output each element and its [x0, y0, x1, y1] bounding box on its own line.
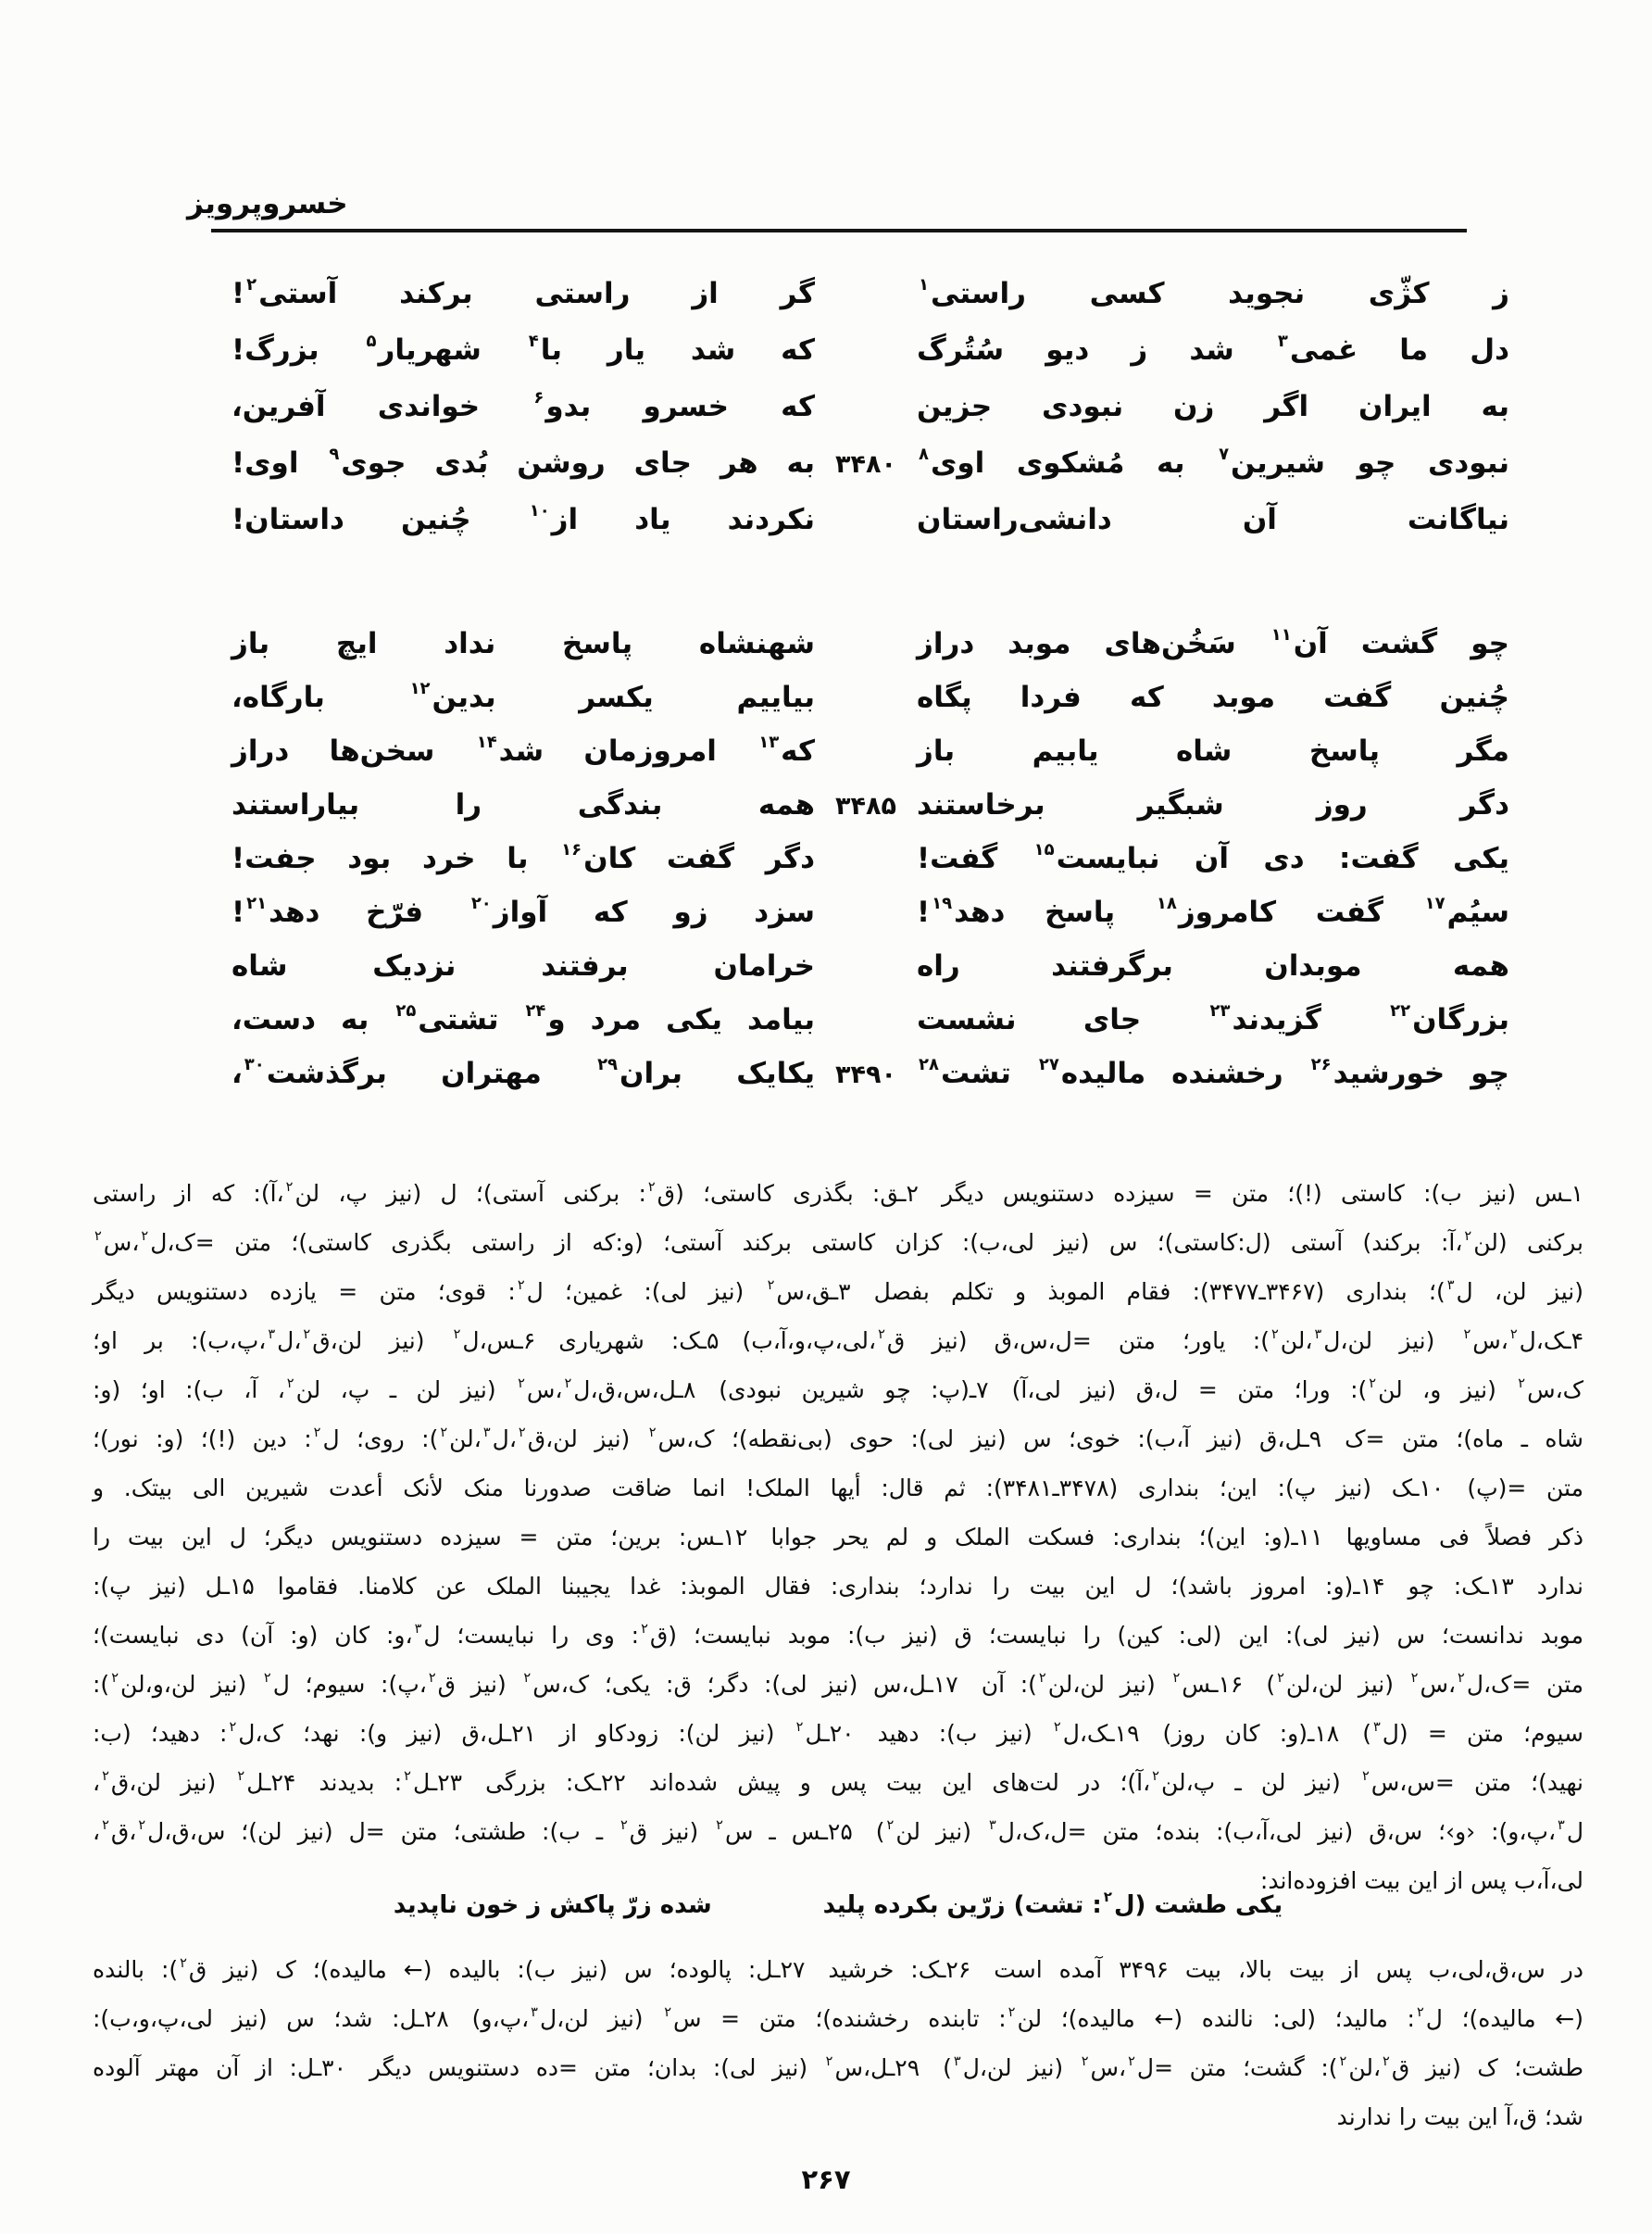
footnote-marker: ۲	[1464, 1228, 1472, 1244]
apparatus-line: شاه ـ ماه)؛ متن =ک ۹ـل،ق (نیز آ،ب): خوی؛ س (نیز لی): حوی (بی‌نقطه)؛ ک،س$^۲$ (نیز لن،ق$^۲$،ل$^۳$،لن$^۲$): روی؛ ل$^۲$: دین (!)؛ (و: نور)؛	[93, 1424, 1584, 1452]
footnote-marker: ۲	[303, 1326, 311, 1342]
footnote-marker: ۲	[641, 1621, 648, 1637]
apparatus-line: ک،س$^۲$ (نیز و، لن$^۲$): ورا؛ متن = ل،ق (نیز لی،آ) ۷ـ(پ: چو شیرین نبودی) ۸ـل،س،ق،ل$^۲$،س$^۲$ (نیز لن ـ پ، لن$^۲$، آ، ب): او؛ (و:	[93, 1375, 1584, 1403]
footnote-marker: ۴	[528, 331, 539, 351]
footnote-marker: ۲	[518, 1375, 525, 1391]
footnote-marker: ۲	[111, 1670, 119, 1686]
hemistich-1: همه موبدان برگرفتند راه	[917, 949, 1509, 983]
apparatus-line: (نیز لن، ل$^۳$)؛ بنداری (۳۴۶۷ـ۳۴۷۷): فقام الموبذ و تکلم بفصل ۳ـق،س$^۲$ (نیز لی): غمین؛ ل$^۲$: قوی؛ متن = یازده دستنویس دیگر	[93, 1277, 1583, 1305]
footnote-marker: ۲۳	[1209, 1000, 1231, 1021]
footnote-marker: ۱۰	[529, 500, 550, 521]
footnote-marker: ۲	[180, 1955, 187, 1971]
footnote-marker: ۲	[523, 1670, 532, 1686]
footnote-marker: ۲	[141, 1228, 149, 1244]
footnote-marker: ۲	[1509, 1326, 1518, 1342]
hemistich-1: چُنین گفت موبد که فردا پگاه	[917, 681, 1509, 714]
hemistich-1: دگر روز شبگیر برخاستند	[917, 788, 1509, 822]
apparatus-line: (← مالیده)؛ ل$^۲$: مالید؛ (لی: نالنده (← مالیده)؛ لن$^۲$: تابنده رخشنده)؛ متن = س$^۲$ (نیز لن،ل$^۳$،پ،و) ۲۸ـل: شد؛ س (نیز لی،پ،و،ب):	[93, 2004, 1584, 2032]
hemistich-2: سزد زو که آواز$^{۲۰}$ فرّخ دهد$^{۲۱}$!	[232, 893, 815, 929]
verse-row	[232, 276, 1509, 333]
apparatus-line: ذکر فصلاً فی مساویها ۱۱ـ(و: این)؛ بنداری: فسکت الملک و لم یحر جوابا ۱۲ـس: برین؛ متن = سیزده دستنویس دیگر؛ ل این بیت را	[93, 1524, 1583, 1550]
footnote-marker: ۱	[919, 274, 929, 295]
hemistich-1: یکی گفت: دی آن نبایست$^{۱۵}$ گفت!	[917, 839, 1509, 875]
verse-number: ۳۴۸۰	[835, 450, 896, 479]
footnote-marker: ۱۲	[409, 678, 431, 698]
footnote-marker: ۲	[1128, 2053, 1135, 2069]
apparatus-line: ندارد ۱۳ـک: چو ۱۴ـ(و: امروز باشد)؛ ل این بیت را ندارد؛ بنداری: فقال الموبذ: غدا یجیبنا الملک عن کلامنا. فقاموا ۱۵ـل (نیز پ):	[93, 1573, 1583, 1600]
hemistich-1: بزرگان$^{۲۲}$ گزیدند$^{۲۳}$ جای نشست	[917, 1000, 1509, 1036]
footnote-marker: ۲۸	[919, 1054, 939, 1074]
footnote-marker: ۲۱	[246, 893, 268, 913]
footnote-marker: ۳	[953, 2053, 961, 2069]
footnote-marker: ۵	[366, 331, 377, 351]
verse-row	[232, 446, 1509, 502]
inserted-hemistich-2: شده زرّ پاکش ز خون ناپدید	[393, 1891, 712, 1919]
verse-row	[232, 626, 1509, 680]
footnote-marker: ۲	[263, 1670, 271, 1686]
footnote-marker: ۲	[1103, 1889, 1112, 1906]
hemistich-2: که شد یار با$^۴$ شهریار$^۵$ بزرگ!	[232, 331, 815, 367]
hemistich-2: نکردند یاد از$^{۱۰}$ چُنین داستان!	[232, 500, 816, 536]
footnote-marker: ۲	[440, 1424, 448, 1440]
footnote-marker: ۲۶	[1310, 1054, 1332, 1074]
verse-group-2	[232, 626, 1509, 1110]
footnote-marker: ۲	[453, 1326, 461, 1342]
footnote-marker: ۳	[268, 1326, 276, 1342]
footnote-marker: ۹	[329, 444, 340, 464]
footnote-marker: ۲	[648, 1424, 657, 1440]
footnote-marker: ۱۹	[932, 893, 953, 913]
verse-row	[232, 333, 1509, 389]
verse-row	[232, 389, 1509, 446]
footnote-marker: ۲	[1277, 1670, 1284, 1686]
footnote-marker: ۲	[1369, 1375, 1377, 1391]
inserted-verse	[93, 1891, 1583, 1919]
footnote-marker: ۲	[428, 1670, 436, 1686]
critical-apparatus-continued	[93, 1945, 1583, 2141]
footnote-marker: ۸	[919, 444, 929, 464]
footnote-marker: ۲۰	[470, 893, 492, 913]
hemistich-1: دل ما غمی$^۳$ شد ز دیو سُتُرگ	[917, 331, 1509, 367]
footnote-marker: ۲	[1339, 2053, 1347, 2069]
footnote-marker: ۲	[1038, 1670, 1046, 1686]
verse-row	[232, 734, 1509, 787]
footnote-marker: ۲	[285, 1179, 294, 1195]
verse-row	[232, 1002, 1509, 1056]
hemistich-1: سیُم$^{۱۷}$ گفت کامروز$^{۱۸}$ پاسخ دهد$^{۱۹}$!	[917, 893, 1509, 929]
verse-row	[232, 680, 1509, 734]
footnote-marker: ۲	[138, 1817, 146, 1833]
footnote-marker: ۲	[237, 1768, 245, 1784]
hemistich-2: که$^{۱۳}$ امروزمان شد$^{۱۴}$ سخن‌ها دراز	[232, 732, 815, 768]
footnote-marker: ۲	[246, 274, 257, 295]
footnote-marker: ۲	[716, 1817, 723, 1833]
apparatus-line: ۴ـک،ل$^۲$،س$^۲$ (نیز لن،ل$^۳$،لن$^۲$): یاور؛ متن =ل،س،ق (نیز ق$^۲$،لی،پ،و،آ،ب) ۵ـک: شهریاری ۶ـس،ل$^۲$ (نیز لن،ق$^۲$،ل$^۳$،پ،ب): بر او؛	[93, 1326, 1584, 1354]
footnote-marker: ۲	[795, 1719, 804, 1735]
apparatus-line: سیوم؛ متن = (ل$^۳$) ۱۸ـ(و: کان روز) ۱۹ـک،ل$^۲$ (نیز ب): دهید ۲۰ـل$^۲$ (نیز لن): زودکاو از ۲۱ـل،ق (نیز و): نهد؛ ک،ل$^۲$: دهید؛ (ب:	[93, 1719, 1583, 1747]
footnote-marker: ۱۵	[1033, 839, 1055, 860]
footnote-marker: ۳	[1558, 1817, 1565, 1833]
footnote-marker: ۲	[1172, 1670, 1181, 1686]
hemistich-1: نیاگانت آن دانشی‌راستان	[917, 503, 1509, 536]
apparatus-line: لی،آ،ب پس از این بیت افزوده‌اند:	[1259, 1867, 1583, 1894]
footnote-marker: ۱۷	[1424, 893, 1446, 913]
hemistich-2: دگر گفت کان$^{۱۶}$ با خرد بود جفت!	[232, 839, 815, 875]
apparatus-line: شد؛ ق،آ این بیت را ندارند	[1336, 2103, 1583, 2130]
hemistich-1: چو خورشید$^{۲۶}$ رخشنده مالیده$^{۲۷}$ تشت$^{۲۸}$	[919, 1054, 1509, 1090]
apparatus-line: متن =(پ) ۱۰ـک (نیز پ): این؛ بنداری (۳۴۷۸ـ۳۴۸۱): ثم قال: أیها الملک! انما ضاقت صدورنا منک لأنک أعدت شیرین الی بیتک. و	[93, 1475, 1583, 1501]
hemistich-1: ز کژّی نجوید کسی راستی$^۱$	[919, 274, 1509, 310]
critical-apparatus	[93, 1169, 1583, 1905]
footnote-marker: ۲	[229, 1719, 237, 1735]
apparatus-line: در س،ق،لی،ب پس از بیت بالا، بیت ۳۴۹۶ آمده است ۲۶ـک: خرشید ۲۷ـل: پالوده؛ س (نیز ب): بالیده (← مالیده)؛ ک (نیز ق$^۲$): بالنده	[93, 1955, 1583, 1983]
verse-row	[232, 841, 1509, 895]
hemistich-2: خرامان برفتند نزدیک شاه	[232, 949, 815, 983]
footnote-marker: ۲	[1081, 2053, 1089, 2069]
footnote-marker: ۲	[647, 1179, 656, 1195]
apparatus-line: طشت؛ ک (نیز ق$^۲$،لن$^۲$): گشت؛ متن =ل$^۲$،س$^۲$ (نیز لن،ل$^۳$) ۲۹ـل،س$^۲$ (نیز لی): بدان؛ متن =ده دستنویس دیگر ۳۰ـل: از آن مهتر آلوده	[93, 2053, 1584, 2081]
footnote-marker: ۳	[482, 1424, 491, 1440]
footnote-marker: ۲	[1458, 1670, 1465, 1686]
apparatus-line: نهید)؛ متن =س،س$^۲$ (نیز لن ـ پ،لن$^۲$،آ)؛ در لت‌های این بیت پس و پیش شده‌اند ۲۲ـک: بزرگی ۲۳ـل$^۲$: بدیدند ۲۴ـل$^۲$ (نیز لن،ق$^۲$،	[93, 1768, 1583, 1796]
footnote-marker: ۲	[1007, 2004, 1016, 2020]
hemistich-2: که خسرو بدو$^۶$ خواندی آفرین،	[232, 387, 816, 423]
verse-row	[232, 895, 1509, 948]
verse-row	[232, 502, 1509, 558]
footnote-marker: ۳	[414, 1621, 422, 1637]
inserted-hemistich-1: یکی طشت (ل$^۲$: تشت) زرّین بکرده پلید	[822, 1889, 1283, 1919]
footnote-marker: ۲	[1410, 1670, 1419, 1686]
hemistich-2: همه بندگی را بیاراستند	[232, 788, 815, 822]
verse-number: ۳۴۹۰	[835, 1061, 896, 1089]
verse-number: ۳۴۸۵	[835, 792, 896, 821]
footnote-marker: ۲	[564, 1375, 572, 1391]
footnote-marker: ۱۸	[1156, 893, 1177, 913]
footnote-marker: ۲	[767, 1277, 775, 1293]
footnote-marker: ۲	[102, 1817, 109, 1833]
footnote-marker: ۲	[825, 2053, 833, 2069]
footnote-marker: ۲	[1152, 1768, 1159, 1784]
hemistich-1: چو گشت آن$^{۱۱}$ سَخُن‌های موبد دراز	[917, 624, 1509, 660]
footnote-marker: ۳	[988, 1817, 996, 1833]
page-number: ۲۶۷	[801, 2164, 851, 2195]
footnote-marker: ۲	[1361, 1768, 1370, 1784]
hemistich-2: شهنشاه پاسخ نداد ایچ باز	[232, 627, 815, 660]
running-head: خسروپرویز	[187, 187, 348, 220]
verse-row	[232, 948, 1509, 1002]
footnote-marker: ۲	[1383, 2053, 1390, 2069]
footnote-marker: ۳۰	[244, 1054, 265, 1074]
footnote-marker: ۲	[286, 1375, 294, 1391]
footnote-marker: ۳	[1314, 1326, 1322, 1342]
hemistich-1: مگر پاسخ شاه یابیم باز	[917, 734, 1509, 768]
footnote-marker: ۲	[1270, 1326, 1279, 1342]
footnote-marker: ۲	[1518, 1375, 1526, 1391]
hemistich-2: یکایک بران$^{۲۹}$ مهتران برگذشت$^{۳۰}$،	[232, 1054, 815, 1090]
footnote-marker: ۲	[404, 1768, 411, 1784]
footnote-marker: ۲	[620, 1817, 628, 1833]
footnote-marker: ۱۶	[561, 839, 582, 860]
footnote-marker: ۳	[1277, 331, 1288, 351]
apparatus-line: ۱ـس (نیز ب): کاستی (!)؛ متن = سیزده دستنویس دیگر ۲ـق: بگذری کاستی؛ (ق$^۲$: برکنی آستی)؛ ل (نیز پ، لن$^۲$،آ): که از راستی	[93, 1179, 1583, 1207]
footnote-marker: ۲	[664, 2004, 671, 2020]
verse-row	[232, 787, 1509, 841]
verse-row	[232, 1056, 1509, 1110]
footnote-marker: ۲۴	[525, 1000, 546, 1021]
hemistich-2: بیاییم یکسر بدین$^{۱۲}$ بارگاه،	[232, 678, 815, 714]
apparatus-line: موبد ندانست؛ س (نیز لی): این (لی: کین) را نبایست؛ ق (نیز ب): موبد نبایست؛ (ق$^۲$: وی را نبایست؛ ل$^۳$،و: کان (و: آن) دی نبایست)؛	[93, 1621, 1583, 1649]
hemistich-2: گر از راستی برکند آستی$^۲$!	[232, 274, 815, 310]
footnote-marker: ۲	[1053, 1719, 1061, 1735]
footnote-marker: ۲	[517, 1277, 525, 1293]
footnote-marker: ۲	[878, 1326, 885, 1342]
footnote-marker: ۱۳	[758, 732, 780, 752]
footnote-marker: ۲۵	[395, 1000, 417, 1021]
footnote-marker: ۷	[1219, 444, 1230, 464]
footnote-marker: ۲	[886, 1817, 895, 1833]
apparatus-line: متن =ک،ل$^۲$،س$^۲$ (نیز لن،لن$^۲$) ۱۶ـس$^۲$ (نیز لن،لن$^۲$): آن ۱۷ـل،س (نیز لی): دگر؛ ق: یکی؛ ک،س$^۲$ (نیز ق$^۲$،پ): سیوم؛ ل$^۲$ (نیز لن،و،لن$^۲$):	[93, 1670, 1584, 1698]
hemistich-1: به ایران اگر زن نبودی جزین	[917, 390, 1509, 423]
footnote-marker: ۲	[518, 1424, 526, 1440]
apparatus-line: برکنی (لن$^۲$،آ: برکند) آستی (ل:کاستی)؛ س (نیز لی،ب): کزان کاستی برکند آستی؛ (و:که از راستی بگذری کاستی)؛ متن =ک،ل$^۲$،س$^۲$	[94, 1228, 1583, 1256]
footnote-marker: ۳	[1446, 1277, 1455, 1293]
footnote-marker: ۲	[313, 1424, 321, 1440]
hemistich-2: به هر جای روشن بُدی جوی$^۹$ اوی!	[232, 444, 815, 480]
header-rule	[211, 229, 1467, 232]
footnote-marker: ۲	[1416, 2004, 1424, 2020]
apparatus-line: ل$^۳$،پ،و): ‹و›؛ س،ق (نیز لی،آ،ب): بنده؛ متن =ل،ک،ل$^۳$ (نیز لن$^۲$) ۲۵ـس ـ س$^۲$ (نیز ق$^۲$ ـ ب): طشتی؛ متن =ل (نیز لن)؛ س،ق،ل$^۲$،ق$^۲$،	[93, 1817, 1583, 1845]
footnote-marker: ۲	[102, 1768, 109, 1784]
footnote-marker: ۱۱	[1270, 624, 1292, 645]
hemistich-1: نبودی چو شیرین$^۷$ به مُشکوی اوی$^۸$	[919, 444, 1509, 480]
hemistich-2: بیامد یکی مرد و$^{۲۴}$ تشتی$^{۲۵}$ به دست،	[232, 1000, 816, 1036]
footnote-marker: ۱۴	[476, 732, 497, 752]
verse-group-1	[232, 276, 1509, 558]
footnote-marker: ۲	[1463, 1326, 1471, 1342]
footnote-marker: ۳	[1372, 1719, 1381, 1735]
footnote-marker: ۶	[533, 387, 544, 408]
footnote-marker: ۲۹	[597, 1054, 619, 1074]
footnote-marker: ۲۲	[1390, 1000, 1411, 1021]
footnote-marker: ۳	[531, 2004, 538, 2020]
footnote-marker: ۲۷	[1038, 1054, 1059, 1074]
footnote-marker: ۲	[94, 1228, 102, 1244]
